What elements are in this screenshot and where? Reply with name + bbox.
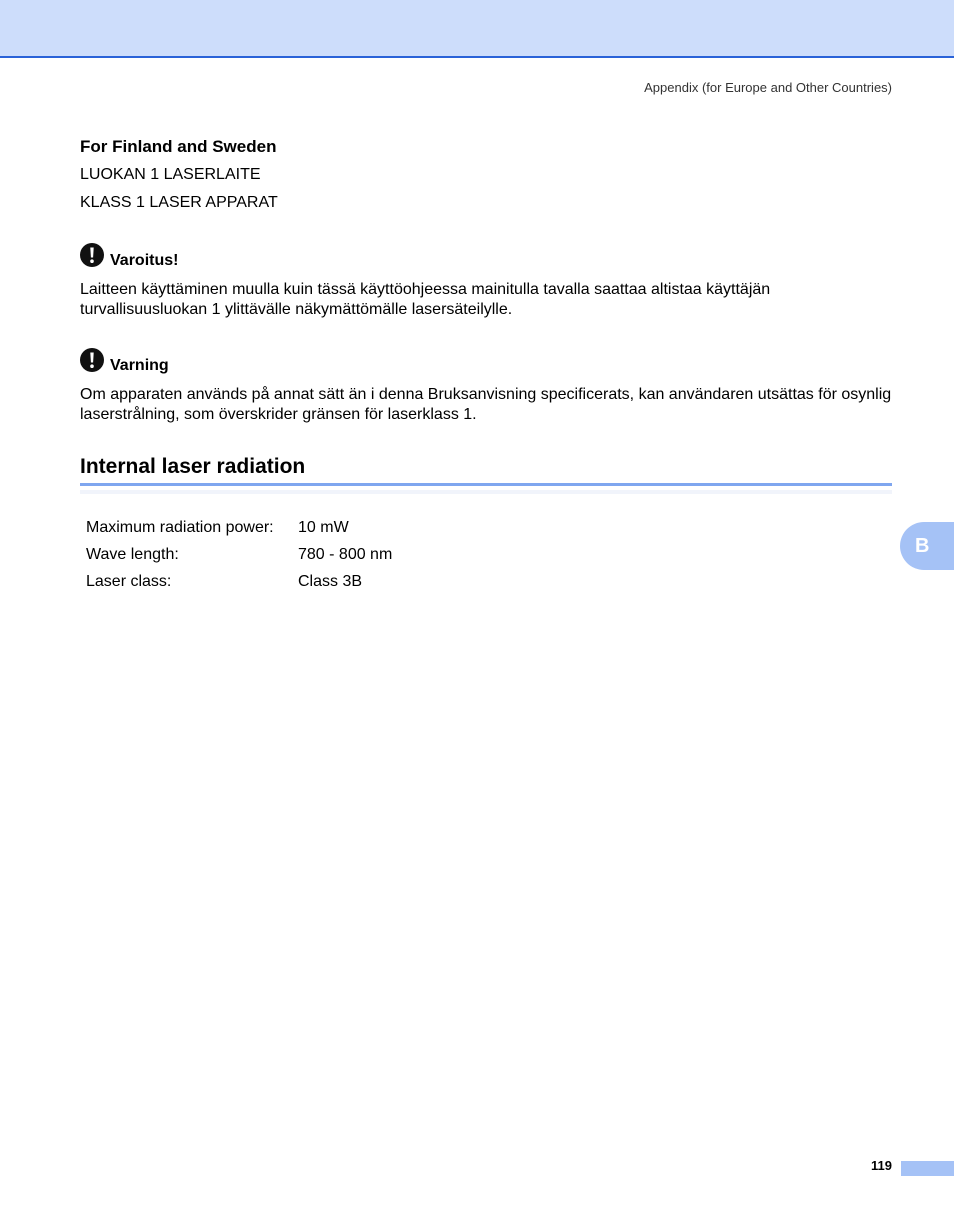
warning-swedish: [80, 348, 169, 372]
chapter-side-tab: [900, 522, 954, 570]
spec-value: Class 3B: [298, 572, 363, 590]
running-header: Appendix (for Europe and Other Countries): [644, 80, 892, 95]
finnish-class-line: LUOKAN 1 LASERLAITE: [80, 166, 261, 183]
exclamation-circle-icon: [80, 243, 104, 267]
warning-text-finnish: Laitteen käyttäminen muulla kuin tässä käyttöohjeessa mainitulla tavalla saattaa altistaa käyttäjän turvallisuusluokan 1 ylittävälle näkymättömälle lasersäteilylle.: [80, 281, 771, 318]
spec-label: Laser class:: [86, 572, 172, 590]
warning-title-finnish: Varoitus!: [110, 252, 179, 269]
spec-value: 780 - 800 nm: [298, 545, 393, 563]
page-number-bar: [901, 1161, 954, 1176]
swedish-class-line: KLASS 1 LASER APPARAT: [80, 194, 278, 211]
table-row: [86, 541, 392, 568]
section-heading-internal-laser: Internal laser radiation: [80, 455, 306, 478]
spec-label: Wave length:: [86, 545, 179, 563]
heading-underline: [80, 483, 892, 486]
chapter-tab-label: B: [915, 534, 930, 557]
spec-label: Maximum radiation power:: [86, 518, 274, 536]
warning-text-swedish: Om apparaten används på annat sätt än i denna Bruksanvisning specificerats, kan användaren utsättas för osynlig laserstrålning, som överskrider gränsen för laserklass 1.: [80, 386, 892, 423]
section-heading-finland-sweden: For Finland and Sweden: [80, 137, 277, 156]
page-number: 119: [871, 1158, 892, 1173]
spec-value: 10 mW: [298, 518, 349, 536]
laser-spec-table: [86, 514, 392, 595]
warning-finnish: [80, 243, 178, 267]
table-row: [86, 568, 392, 595]
table-row: [86, 514, 392, 541]
exclamation-circle-icon: [80, 348, 104, 372]
page-header-band: [0, 0, 954, 58]
warning-title-swedish: Varning: [110, 357, 169, 374]
heading-underline-shadow: [80, 490, 892, 494]
